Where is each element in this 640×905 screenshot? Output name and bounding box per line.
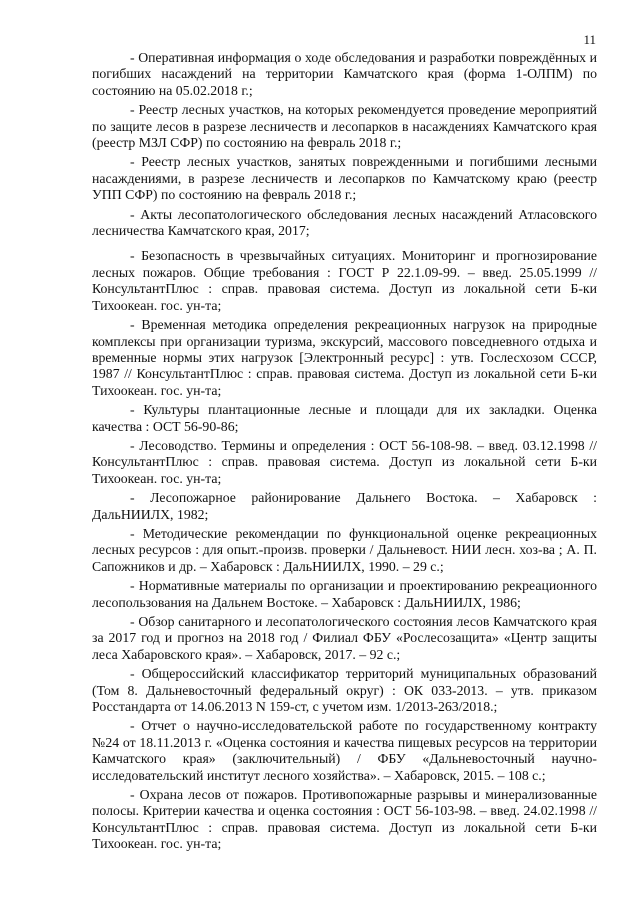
list-item: - Безопасность в чрезвычайных ситуациях. Мониторинг и прогнозирование лесных пожаров. Общие требования : ГОСТ Р 22.1.09-99. – введ. 25.05.1999 // КонсультантПлюс : справ. правовая система. Доступ из локальной сети Б-ки Тихоокеан. гос. ун-та; xyxy=(92,248,597,313)
document-body xyxy=(92,50,597,856)
list-item: - Обзор санитарного и лесопатологического состояния лесов Камчатского края за 2017 год и прогноз на 2018 год / Филиал ФБУ «Рослесозащита» «Центр защиты леса Хабаровского края». – Хабаровск, 2017. – 92 с.; xyxy=(92,614,597,662)
page-number: 11 xyxy=(583,32,596,47)
list-item: - Общероссийский классификатор территорий муниципальных образований (Том 8. Дальневосточный федеральный округ) : ОК 033-2013. – утв. приказом Росстандарта от 14.06.2013 N 159-ст, с учетом изм. 1/2013-263/2018.; xyxy=(92,666,597,715)
list-item: - Нормативные материалы по организации и проектированию рекреационного лесопользования на Дальнем Востоке. – Хабаровск : ДальНИИЛХ, 1986; xyxy=(92,578,597,610)
list-item: - Лесопожарное районирование Дальнего Востока. – Хабаровск : ДальНИИЛХ, 1982; xyxy=(92,490,597,522)
list-item: - Методические рекомендации по функциональной оценке рекреационных лесных ресурсов : для опыт.-произв. проверки / Дальневост. НИИ лесн. хоз-ва ; А. П. Сапожников и др. – Хабаровск : ДальНИИЛХ, 1990. – 29 с.; xyxy=(92,525,597,574)
list-item: - Культуры плантационные лесные и площади для их закладки. Оценка качества : ОСТ 56-90-86; xyxy=(92,402,597,434)
list-item: - Охрана лесов от пожаров. Противопожарные разрывы и минерализованные полосы. Критерии качества и оценка состояния : ОСТ 56-103-98. – введ. 24.02.1998 // КонсультантПлюс : справ. правовая система. Доступ из локальной сети Б-ки Тихоокеан. гос. ун-та; xyxy=(92,787,597,852)
list-item: - Оперативная информация о ходе обследования и разработки повреждённых и погибших насаждений на территории Камчатского края (форма 1-ОЛПМ) по состоянию на 05.02.2018 г.; xyxy=(92,50,597,98)
list-item: - Реестр лесных участков, на которых рекомендуется проведение мероприятий по защите лесов в разрезе лесничеств и лесопарков в насаждениях Камчатского края (реестр МЗЛ СФР) по состоянию на февраль 2018 г.; xyxy=(92,102,597,151)
list-item: - Лесоводство. Термины и определения : ОСТ 56-108-98. – введ. 03.12.1998 // КонсультантПлюс : справ. правовая система. Доступ из локальной сети Б-ки Тихоокеан. гос. ун-та; xyxy=(92,437,597,486)
list-item: - Акты лесопатологического обследования лесных насаждений Атласовского лесничества Камчатского края, 2017; xyxy=(92,206,597,239)
list-item: - Отчет о научно-исследовательской работе по государственному контракту №24 от 18.11.2013 г. «Оценка состояния и качества пищевых ресурсов на территории Камчатского края» (заключительный) / ФБУ «Дальневосточный научно-исследовательский институт лесного хозяйства». – Хабаровск, 2015. – 108 с.; xyxy=(92,718,597,783)
list-item: - Временная методика определения рекреационных нагрузок на природные комплексы при организации туризма, экскурсий, массового повседневного отдыха и временные нормы этих нагрузок [Электронный ресурс] : утв. Гослесхозом СССР, 1987 // КонсультантПлюс : справ. правовая система. Доступ из локальной сети Б-ки Тихоокеан. гос. ун-та; xyxy=(92,317,597,398)
list-item: - Реестр лесных участков, занятых поврежденными и погибшими лесными насаждениями, в разрезе лесничеств и лесопарков по Камчатскому краю (реестр УПП СФР) по состоянию на февраль 2018 г.; xyxy=(92,154,597,203)
